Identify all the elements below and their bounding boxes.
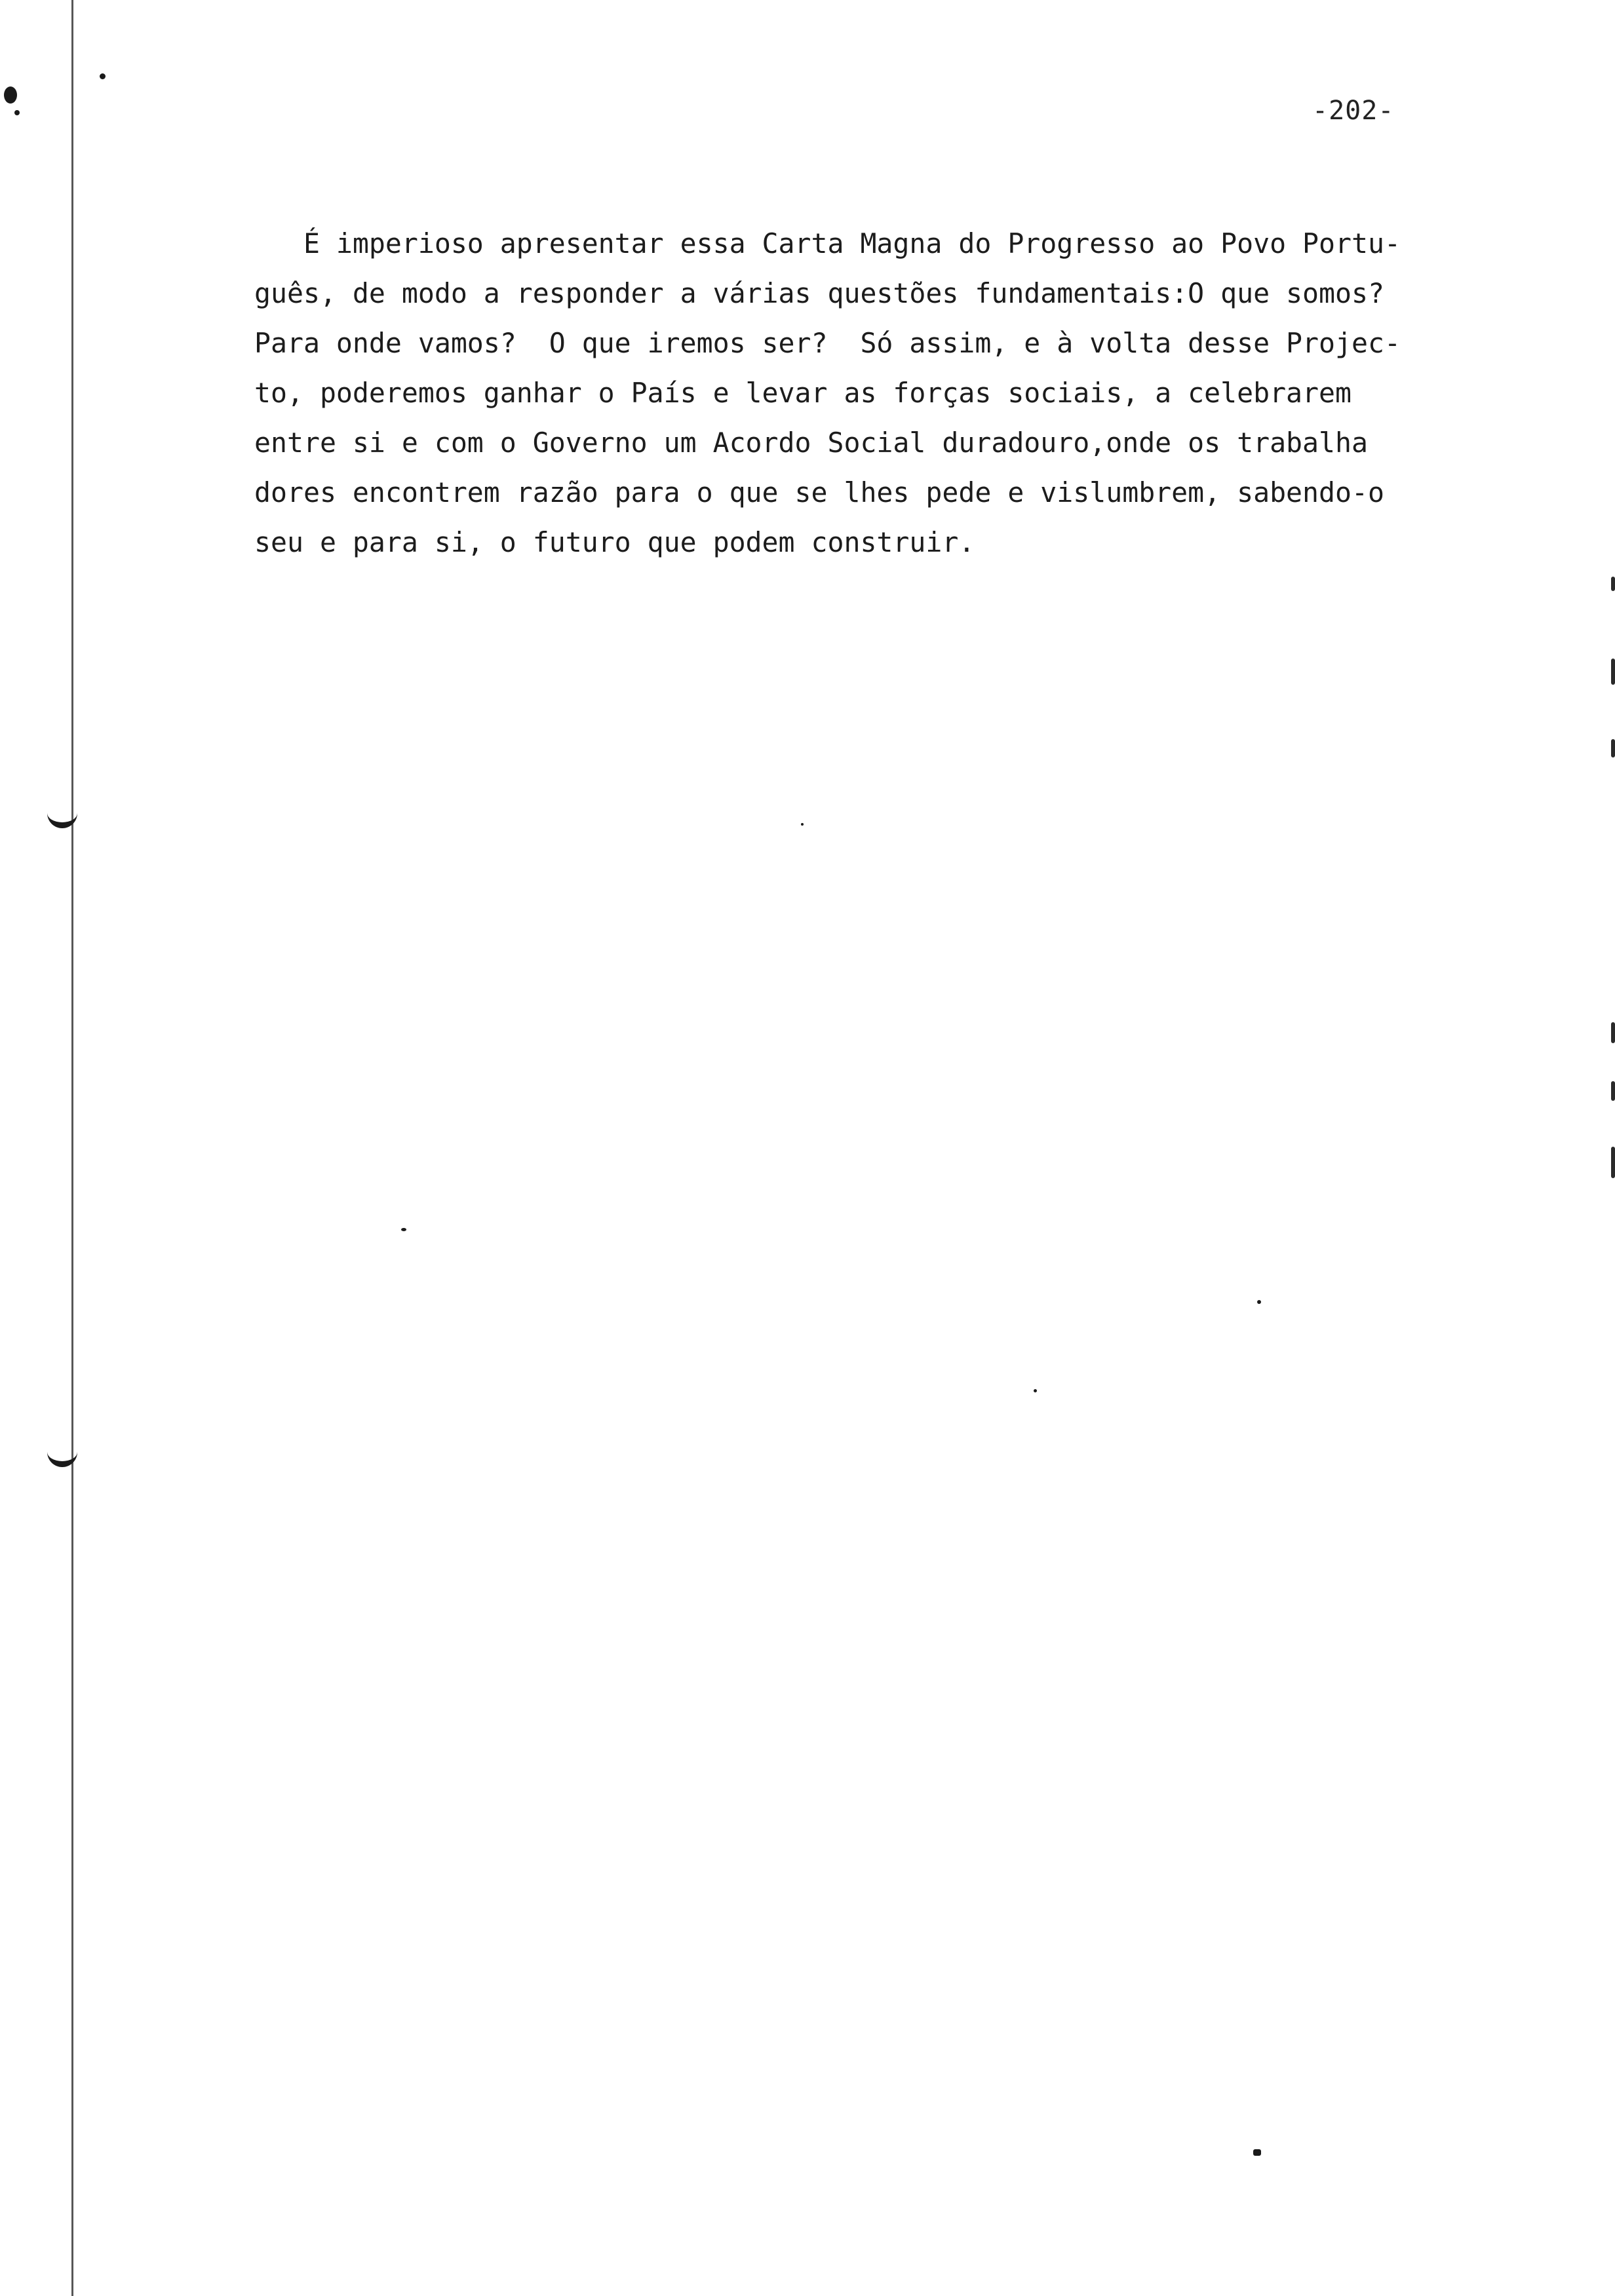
binding-margin-line	[71, 0, 73, 2296]
edge-speck	[1611, 1022, 1615, 1043]
paragraph-line: Para onde vamos? O que iremos ser? Só assim, e à volta desse Projec-	[254, 327, 1401, 359]
ink-speck	[100, 73, 106, 79]
page-number: -202-	[1312, 96, 1395, 126]
paragraph-line: seu e para si, o futuro que podem construir.	[254, 526, 975, 558]
paragraph-line: entre si e com o Governo um Acordo Social duradouro,onde os trabalha	[254, 427, 1368, 459]
edge-speck	[1611, 577, 1615, 591]
paragraph-line: É imperioso apresentar essa Carta Magna do Progresso ao Povo Portu-	[254, 227, 1401, 259]
paragraph-line: guês, de modo a responder a várias questões fundamentais:O que somos?	[254, 277, 1384, 309]
ink-speck	[14, 110, 20, 115]
edge-speck	[1611, 659, 1615, 685]
ink-speck	[1257, 1300, 1261, 1304]
ink-speck	[4, 86, 17, 104]
ink-speck	[801, 823, 804, 826]
edge-speck	[1611, 739, 1615, 757]
edge-speck	[1611, 1147, 1615, 1178]
paragraph-line: to, poderemos ganhar o País e levar as forças sociais, a celebrarem	[254, 377, 1352, 409]
ink-speck	[1034, 1389, 1037, 1392]
paragraph-line: dores encontrem razão para o que se lhes pede e vislumbrem, sabendo-o	[254, 476, 1384, 508]
ink-speck	[401, 1228, 406, 1231]
body-paragraph	[254, 219, 1428, 567]
ink-speck	[1253, 2149, 1261, 2156]
edge-speck	[1611, 1081, 1615, 1101]
